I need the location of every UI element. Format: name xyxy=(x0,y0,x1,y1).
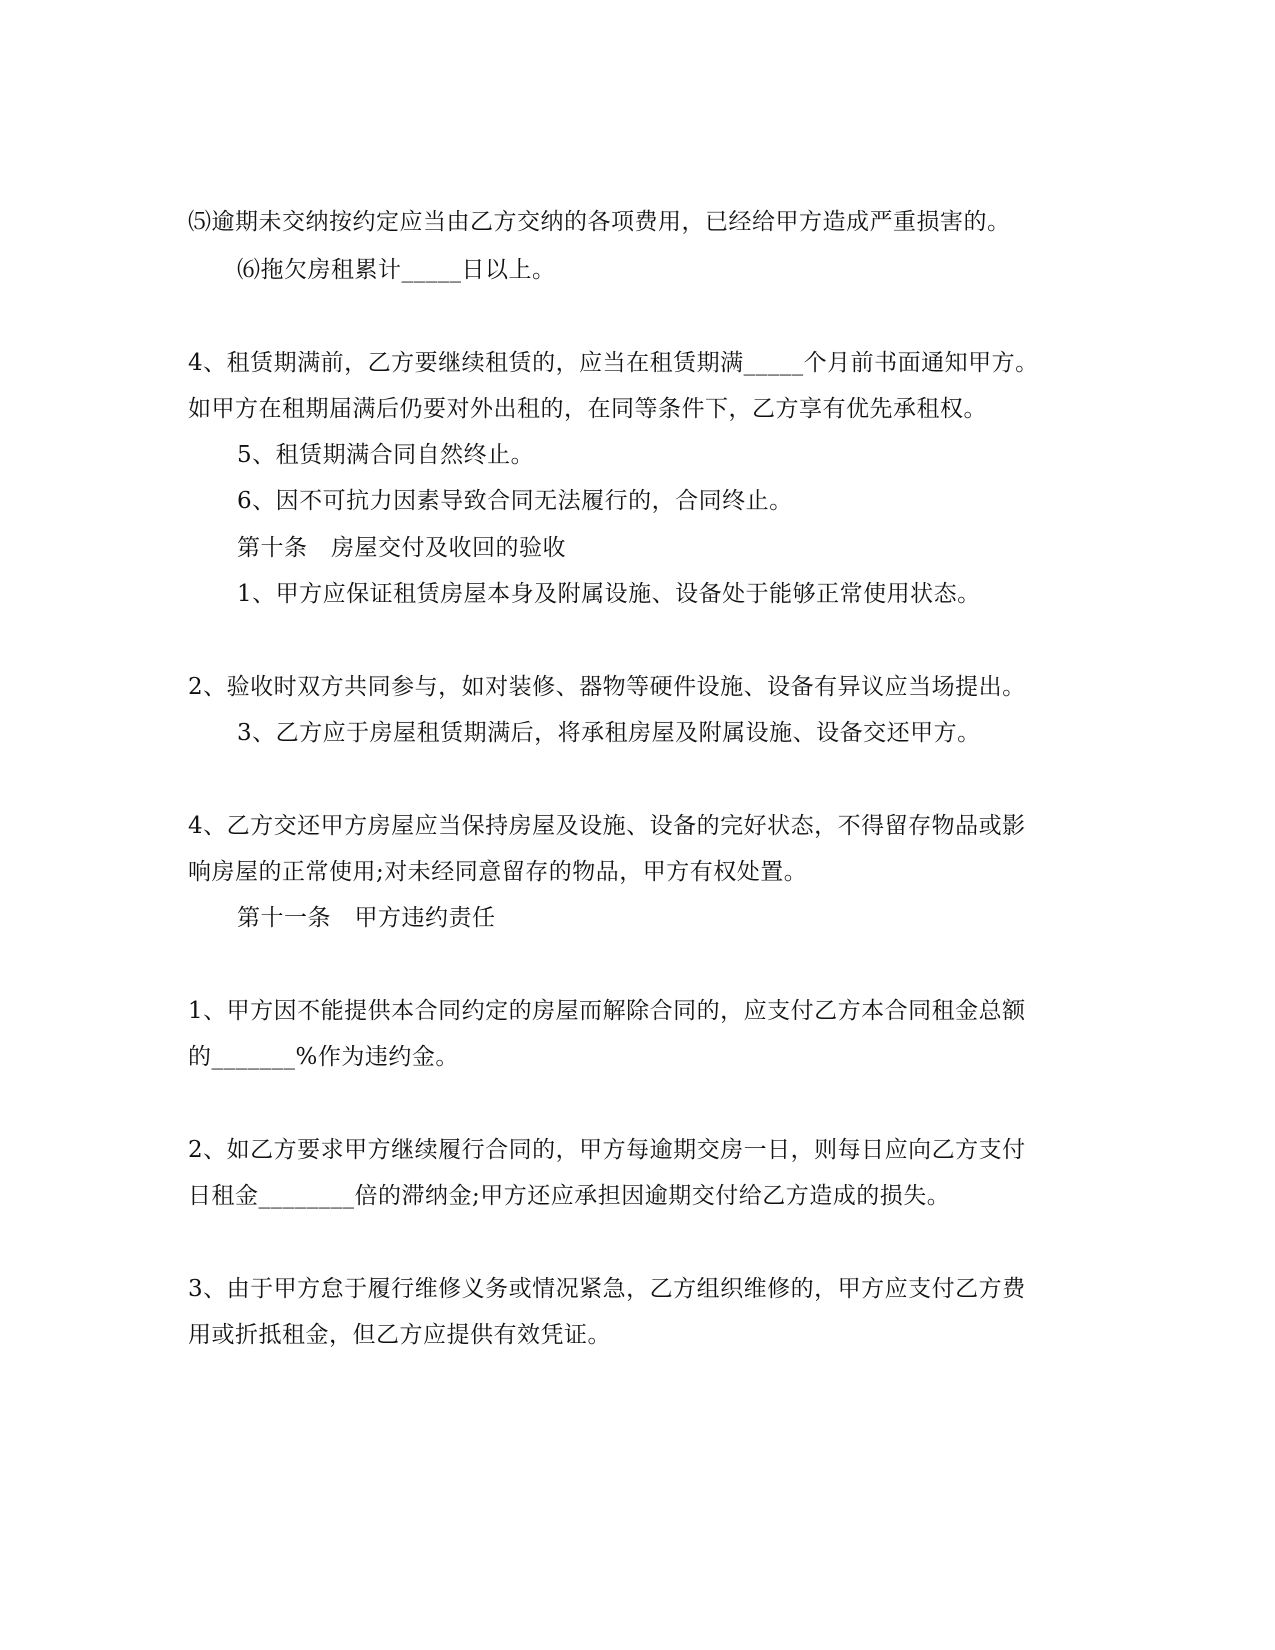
clause-11-para-1-line-1: 1、甲方因不能提供本合同约定的房屋而解除合同的，应支付乙方本合同租金总额 xyxy=(188,998,1026,1024)
clause-9-item-6: ⑹拖欠房租累计_____日以上。 xyxy=(237,257,556,283)
clause-11-para-3-line-2: 用或折抵租金，但乙方应提供有效凭证。 xyxy=(188,1322,611,1348)
clause-10-para-2: 2、验收时双方共同参与，如对装修、器物等硬件设施、设备有异议应当场提出。 xyxy=(188,674,1026,700)
clause-9-item-5: ⑸逾期未交纳按约定应当由乙方交纳的各项费用，已经给甲方造成严重损害的。 xyxy=(188,209,1011,235)
clause-9-para-6: 6、因不可抗力因素导致合同无法履行的，合同终止。 xyxy=(237,488,793,514)
clause-10-para-4-line-2: 响房屋的正常使用;对未经同意留存的物品，甲方有权处置。 xyxy=(188,859,808,885)
clause-11-para-3-line-1: 3、由于甲方怠于履行维修义务或情况紧急，乙方组织维修的，甲方应支付乙方费 xyxy=(188,1276,1026,1302)
clause-9-para-5: 5、租赁期满合同自然终止。 xyxy=(237,442,535,468)
clause-10-para-3: 3、乙方应于房屋租赁期满后，将承租房屋及附属设施、设备交还甲方。 xyxy=(237,720,981,746)
clause-11-para-1-line-2: 的_______%作为违约金。 xyxy=(188,1044,459,1070)
clause-11-para-2-line-1: 2、如乙方要求甲方继续履行合同的，甲方每逾期交房一日，则每日应向乙方支付 xyxy=(188,1137,1026,1163)
clause-10-heading: 第十条 房屋交付及收回的验收 xyxy=(237,535,566,561)
clause-11-para-2-line-2: 日租金________倍的滞纳金;甲方还应承担因逾期交付给乙方造成的损失。 xyxy=(188,1183,951,1209)
clause-9-para-4-line-1: 4、租赁期满前，乙方要继续租赁的，应当在租赁期满_____个月前书面通知甲方。 xyxy=(188,350,1039,376)
clause-10-para-1: 1、甲方应保证租赁房屋本身及附属设施、设备处于能够正常使用状态。 xyxy=(237,581,981,607)
clause-10-para-4-line-1: 4、乙方交还甲方房屋应当保持房屋及设施、设备的完好状态，不得留存物品或影 xyxy=(188,813,1026,839)
clause-9-para-4-line-2: 如甲方在租期届满后仍要对外出租的，在同等条件下，乙方享有优先承租权。 xyxy=(188,396,987,422)
clause-11-heading: 第十一条 甲方违约责任 xyxy=(237,905,496,931)
